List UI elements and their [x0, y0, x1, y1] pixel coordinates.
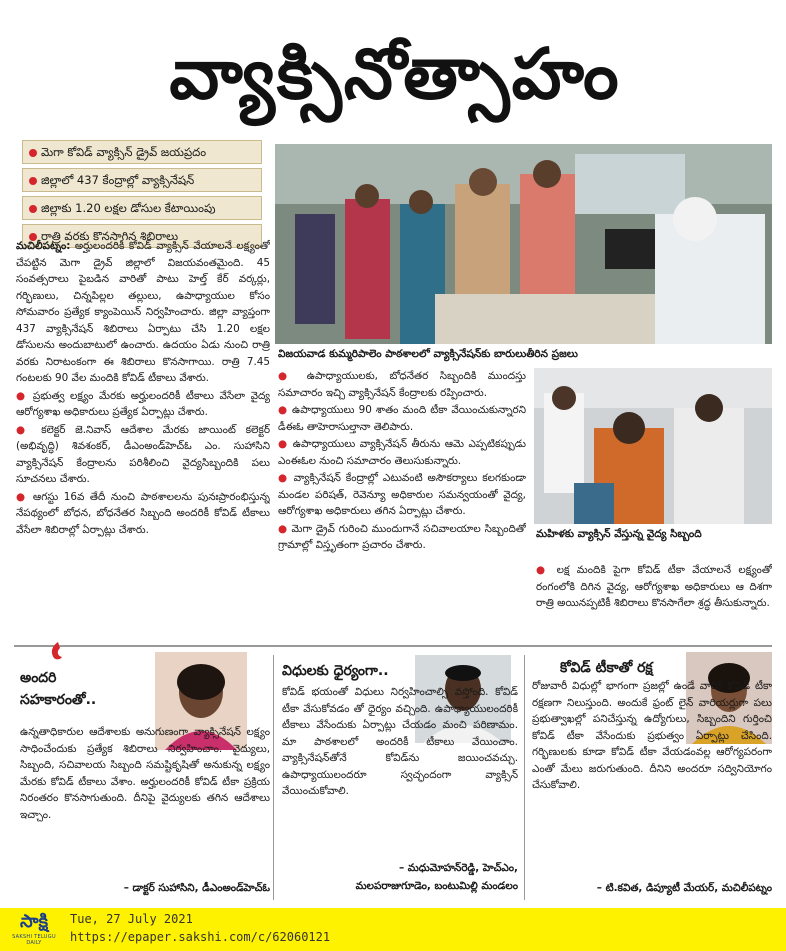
box2-attribution-line2: మలపరాజుగూడెం, బంటుమిల్లి మండలం	[355, 880, 518, 892]
highlight-item: జిల్లాలో 437 కేంద్రాల్లో వ్యాక్సినేషన్	[22, 168, 262, 192]
photo2-caption: మహిళకు వ్యాక్సిన్ వేస్తున్న వైద్య సిబ్బంది	[536, 528, 702, 540]
main-story-para: ● ప్రభుత్వ లక్ష్యం మేరకు అర్హులందరికీ టీకాలు వేసేలా వైద్య ఆరోగ్యశాఖ అధికారులు ప్రత్యేక ఏర్పాట్లు చేశారు.	[16, 389, 270, 418]
box2-attribution: – మధుమోహన్‌రెడ్డి, హెచ్‌ఎం,	[398, 862, 518, 874]
main-story-para: ● కలెక్టర్ జె.నివాస్ ఆదేశాల మేరకు జాయింట్ కలెక్టర్ (అభివృద్ధి) శివశంకర్, డీఎంఅండ్‌హెచ్‌ఓ ఎం. సుహాసిని వ్యాక్సినేషన్ కేంద్రాలను పరిశీలించి వైద్యసిబ్బందికి పలు సూచనలు చేశారు.	[16, 423, 270, 485]
photo-illustration	[275, 144, 772, 344]
photo-illustration	[534, 368, 772, 524]
footer-date: Tue, 27 July 2021	[70, 912, 193, 926]
right-story-column	[536, 562, 772, 642]
middle-story-column	[278, 368, 526, 638]
box3-title: కోవిడ్ టీకాతో రక్ష	[560, 660, 653, 676]
middle-story-para: ● ఉపాధ్యాయులు 90 శాతం మంది టీకా వేయించుకున్నారని డీఈఓ తాహెరాసుల్తానా తెలిపారు.	[278, 404, 526, 433]
box3-text: రోజువారీ విధుల్లో భాగంగా ప్రజల్లో ఉండే వారికి కోవిడ్ టీకా రక్షణగా నిలుస్తుంది. అందుకే ఫ్రంట్ లైన్ వారియర్లుగా పలు ప్రభుత్వాఖల్లో పనిచేస్తున్న ఉద్యోగులు, సిబ్బందిని గుర్తించి కోవిడ్ టీకా వేసేందుకు ప్రభుత్వం ఏర్పాట్లు చేసింది. గర్భిణులకు కూడా కోవిడ్ టీకా వేయడంవల్ల ఆరోగ్యపరంగా ఎంతో మేలు జరుగుతుంది. దీనిని అందరూ సద్వినియోగం చేసుకోవాలి.	[532, 680, 772, 791]
highlights-list	[22, 140, 262, 252]
sakshi-logo: సాక్షి SAKSHI TELUGU DAILY	[12, 911, 56, 946]
middle-story-para: ● ఉపాధ్యాయులకు, బోధనేతర సిబ్బందికి ముందస్తు సమాచారం ఇచ్చి వ్యాక్సినేషన్ కేంద్రాలకు రప్పించారు.	[278, 370, 526, 399]
middle-story-para: ● ఉపాధ్యాయులు వ్యాక్సినేషన్ తీరును ఆమె ఎప్పటికప్పుడు ఎంఈఓల నుంచి సమాచారం తెలుసుకున్నారు.	[278, 438, 526, 467]
highlight-item: రాత్రి వరకు కొనసాగిన శిబిరాలు	[22, 224, 262, 248]
photo1-caption: విజయవాడ కుమ్మరిపాలెం పాఠశాలలో వ్యాక్సినేషన్‌కు బారులుతీరిన ప్రజలు	[278, 348, 578, 360]
footer-bar	[0, 908, 786, 951]
box3-attribution: – టి.కవిత, డిప్యూటీ మేయర్, మచిలీపట్నం	[596, 882, 772, 894]
bullet-dot-icon	[29, 149, 37, 157]
headline: వ్యాక్సినోత్సాహం	[169, 33, 621, 115]
box1-title-line2: సహకారంతో..	[20, 692, 97, 708]
box2-title: విధులకు ధైర్యంగా..	[282, 663, 389, 679]
main-story-para: మచిలీపట్నం: అర్హులందరికీ కోవిడ్ వ్యాక్సిన్ వేయాలనే లక్ష్యంతో చేపట్టిన మెగా డ్రైవ్ జిల్లాలో విజయవంతమైంది. 45 సంవత్సరాలు పైబడిన వారితో పాటు హెల్త్ కేర్ వర్కర్లు, గర్భిణులు, చిన్నపిల్లల తల్లులు, ఉపాధ్యాయుల కోసం సోమవారం ప్రత్యేక క్యాంపెయిన్ నిర్వహించారు. జిల్లా వ్యాప్తంగా 437 వ్యాక్సినేషన్ శిబిరాలు ఏర్పాటు చేసి 1.20 లక్షల డోసులను అందుబాటులో ఉంచారు. ఉదయం ఏడు నుంచి రాత్రి వరకు నిరాటంకంగా ఈ శిబిరాలు కొనసాగాయి. రాత్రి 7.45 గంటలకు 90 వేల మందికి కోవిడ్ టీకాలు వేశారు.	[16, 240, 270, 384]
column-divider	[273, 655, 274, 900]
box1-title: అందరి	[20, 670, 57, 686]
middle-story-para: ● మెగా డ్రైవ్ గురించి ముందుగానే సచివాలయాల సిబ్బందితో గ్రామాల్లో విస్తృతంగా ప్రచారం చేశారు.	[278, 522, 526, 551]
middle-story-para: ● వ్యాక్సినేషన్ కేంద్రాల్లో ఎటువంటి అసౌకర్యాలు కలగకుండా మండల పరిషత్, రెవెన్యూ అధికారుల సమన్వయంతో వైద్య, ఆరోగ్యశాఖ అధికారులు తగిన ఏర్పాట్లు చేశారు.	[278, 472, 526, 517]
column-divider	[524, 655, 525, 900]
highlight-item: మెగా కోవిడ్ వ్యాక్సిన్ డ్రైవ్ జయప్రదం	[22, 140, 262, 164]
box2-text: కోవిడ్ భయంతో విధులు నిర్వహించాల్సి వస్తోంది. కోవిడ్ టీకా వేసుకోవడం తో ధైర్యం వచ్చింది. ఉపాధ్యాయులందరికీ టీకాలు వేసేందుకు ఏర్పాట్లు చేయడం మంచి పరిణామం. మా పాఠశాలలో అందరికీ టీకాలు వేయించాం. వ్యాక్సినేషన్‌తోనే కోవిడ్‌ను జయించవచ్చు. ఉపాధ్యాయులందరూ స్వచ్ఛందంగా వ్యాక్సిన్ వేయించుకోవాలి.	[282, 686, 518, 797]
bullet-dot-icon	[29, 177, 37, 185]
bullet-dot-icon	[29, 205, 37, 213]
footer-url[interactable]: https://epaper.sakshi.com/c/62060121	[70, 930, 331, 944]
main-story-para: ● ఆగస్టు 16వ తేదీ నుంచి పాఠశాలలను పునఃప్రారంభిస్తున్న నేపథ్యంలో బోధన, బోధనేతర సిబ్బంది అందరికీ కోవిడ్ టీకాలు వేసేలా శిబిరాల్లో ఏర్పాట్లు చేశారు.	[16, 490, 270, 536]
section-divider	[14, 645, 772, 647]
box1-attribution: – డాక్టర్ సుహాసిని, డీఎంఅండ్‌హెచ్‌ఓ	[123, 882, 270, 894]
main-story-column	[16, 238, 270, 638]
quote-mark-icon	[46, 640, 70, 664]
box1-text: ఉన్నతాధికారుల ఆదేశాలకు అనుగుణంగా వ్యాక్సినేషన్ లక్ష్యం సాధించేందుకు ప్రత్యేక శిబిరాలు నిర్వహించాం. వైద్యులు, సిబ్బంది, సచివాలయ సిబ్బంది సమష్టికృషితో అనుకున్న లక్ష్యం మేరకు కోవిడ్ టీకాలు వేశాం. అర్హులందరికీ కోవిడ్ టీకా ప్రక్రియ నిరంతరం కొనసాగుతుంది. దీనిపై వైద్యులకు తగిన ఆదేశాలు ఇచ్చాం.	[20, 726, 270, 821]
highlight-item: జిల్లాకు 1.20 లక్షల డోసుల కేటాయింపు	[22, 196, 262, 220]
right-story-para: ● లక్ష మందికి పైగా కోవిడ్ టీకా వేయాలనే లక్ష్యంతో రంగంలోకి దిగిన వైద్య, ఆరోగ్యశాఖ అధికారులు ఆ దిశగా రాత్రి అయినప్పటికీ శిబిరాలు కొనసాగేలా శ్రద్ధ తీసుకున్నారు.	[536, 564, 772, 609]
woman-vaccination-photo	[534, 368, 772, 524]
vaccination-queue-photo	[275, 144, 772, 344]
